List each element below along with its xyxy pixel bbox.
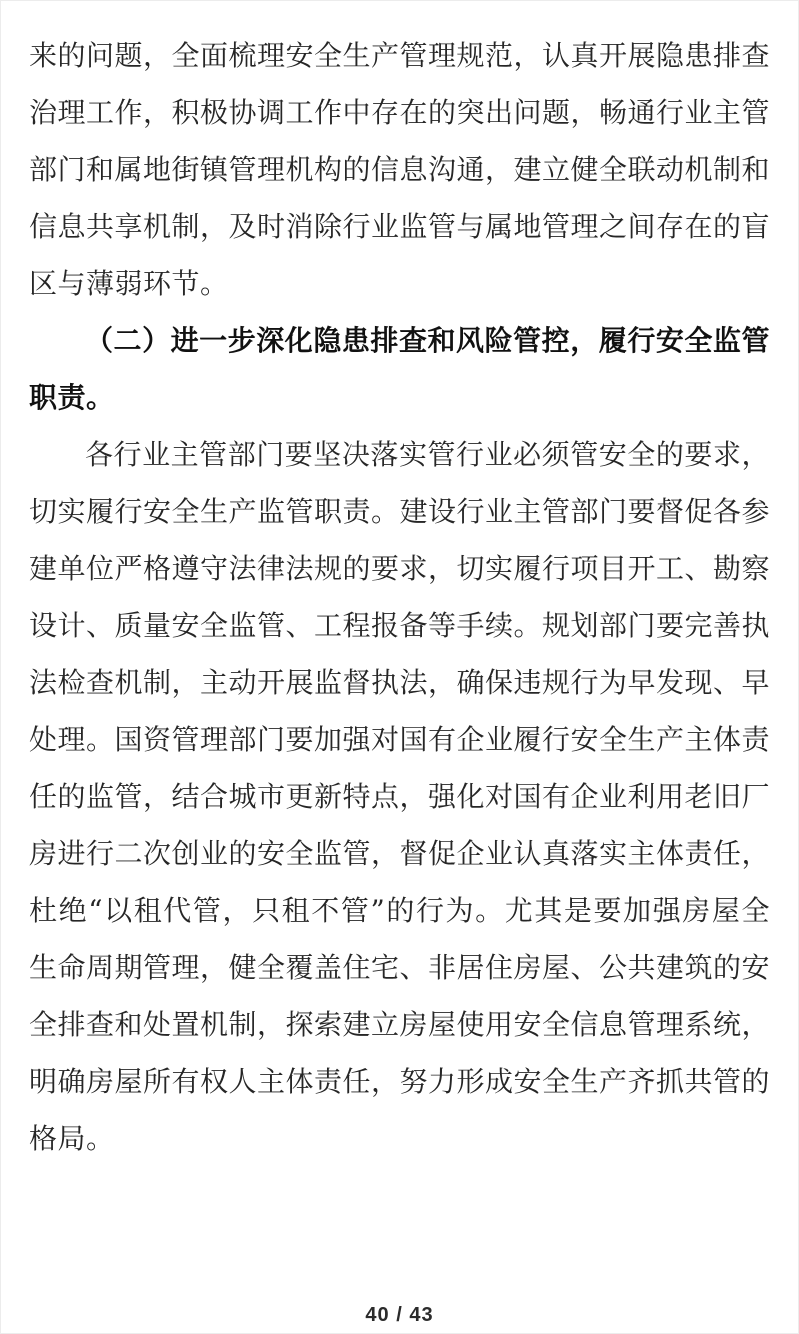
document-content (29, 27, 770, 1167)
page-footer (0, 1304, 799, 1327)
page-number: 40 / 43 (365, 1304, 434, 1326)
paragraph-body: 各行业主管部门要坚决落实管行业必须管安全的要求，切实履行安全生产监管职责。建设行业主管部门要督促各参建单位严格遵守法律法规的要求，切实履行项目开工、勘察设计、质量安全监管、工程报备等手续。规划部门要完善执法检查机制，主动开展监督执法，确保违规行为早发现、早处理。国资管理部门要加强对国有企业履行安全生产主体责任的监管，结合城市更新特点，强化对国有企业利用老旧厂房进行二次创业的安全监管，督促企业认真落实主体责任，杜绝“以租代管，只租不管”的行为。尤其是要加强房屋全生命周期管理，健全覆盖住宅、非居住房屋、公共建筑的安全排查和处置机制，探索建立房屋使用安全信息管理系统，明确房屋所有权人主体责任，努力形成安全生产齐抓共管的格局。 (29, 438, 771, 1155)
section-heading: （二）进一步深化隐患排查和风险管控，履行安全监管职责。 (29, 324, 770, 414)
paragraph-continuation: 来的问题，全面梳理安全生产管理规范，认真开展隐患排查治理工作，积极协调工作中存在的突出问题，畅通行业主管部门和属地街镇管理机构的信息沟通，建立健全联动机制和信息共享机制，及时消除行业监管与属地管理之间存在的盲区与薄弱环节。 (29, 39, 771, 300)
